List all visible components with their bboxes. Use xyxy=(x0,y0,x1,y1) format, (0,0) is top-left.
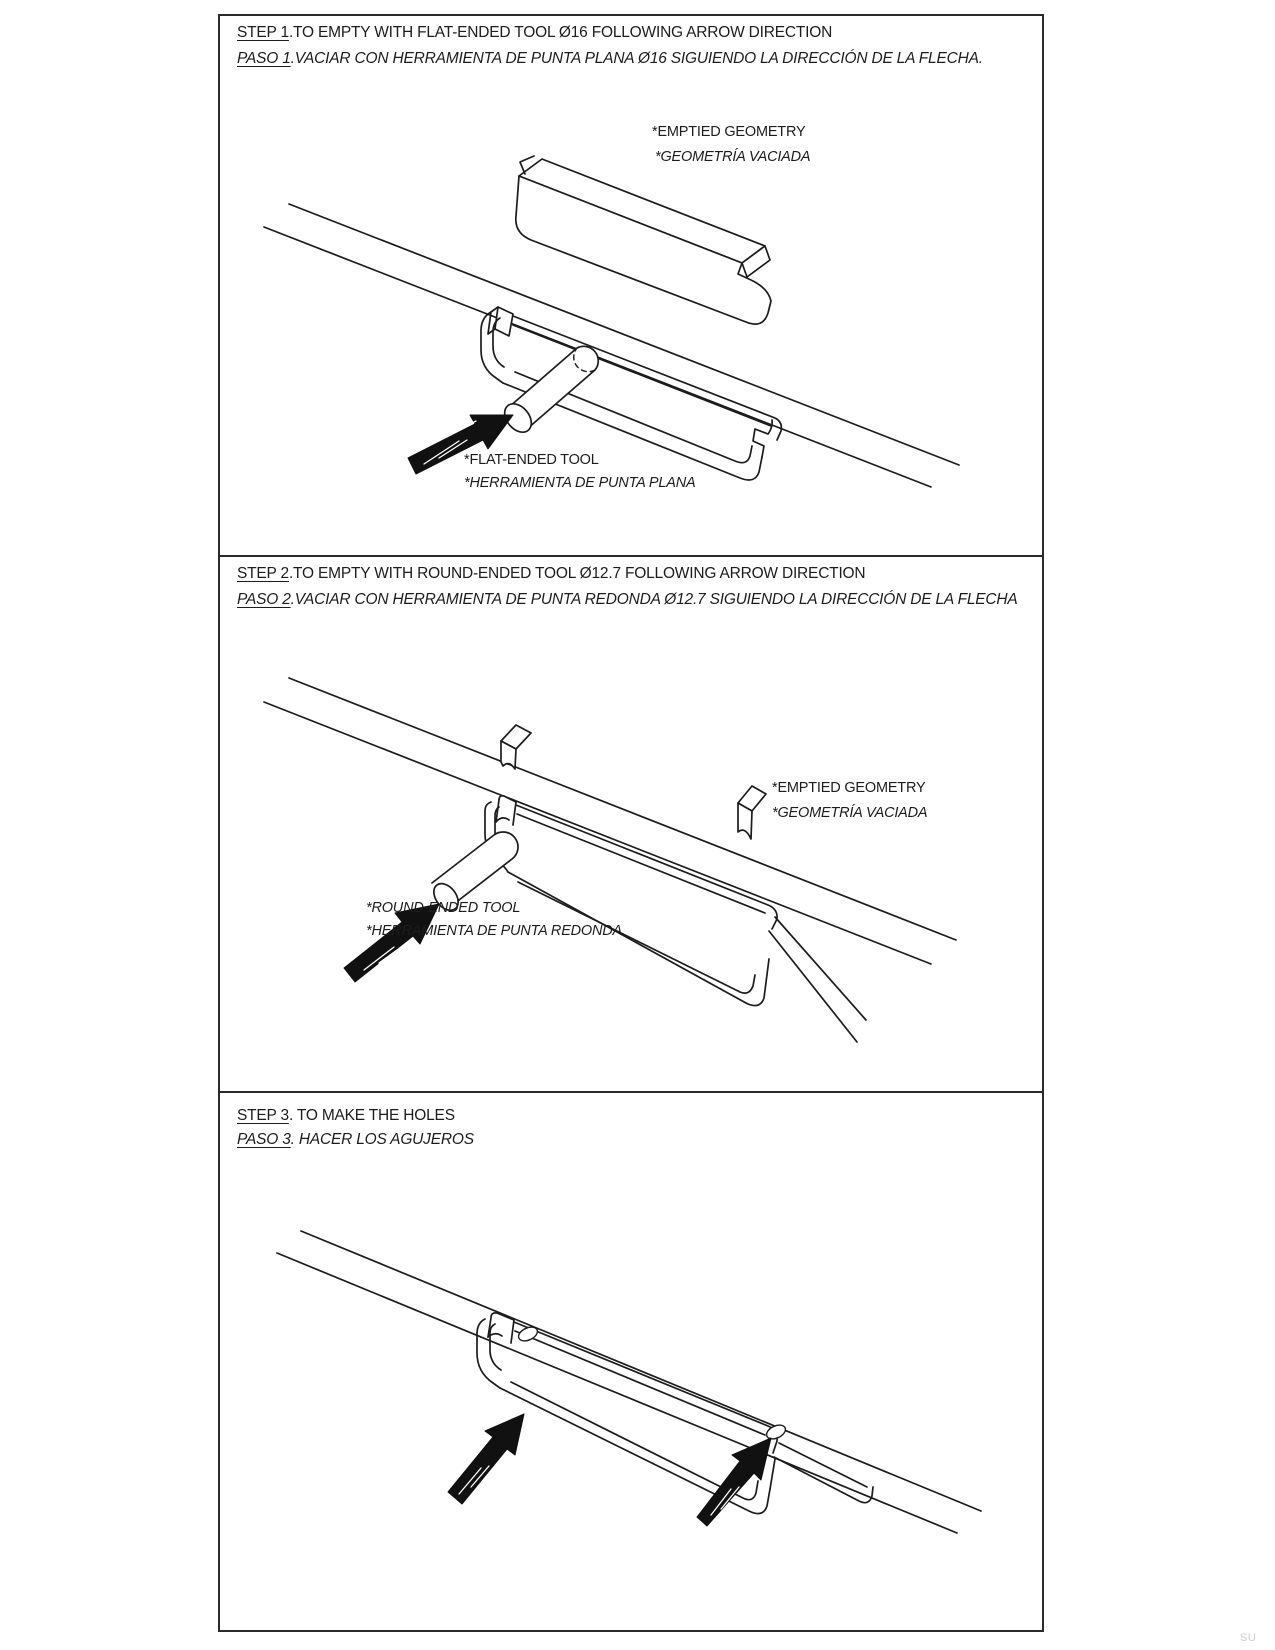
step2-geometry-label-es: *GEOMETRÍA VACIADA xyxy=(772,805,928,821)
step1-tool-label-en: *FLAT-ENDED TOOL xyxy=(464,452,599,468)
step3-label-es: PASO 3 xyxy=(237,1131,291,1148)
step1-text-es: .VACIAR CON HERRAMIENTA DE PUNTA PLANA Ø16 SIGUIENDO LA DIRECCIÓN DE LA FLECHA. xyxy=(290,50,983,67)
step1-label-es: PASO 1 xyxy=(237,50,291,67)
chip-fragment-right xyxy=(738,786,766,839)
step2-text-es: .VACIAR CON HERRAMIENTA DE PUNTA REDONDA Ø12.7 SIGUIENDO LA DIRECCIÓN DE LA FLECHA xyxy=(290,591,1018,608)
step1-text-en: .TO EMPTY WITH FLAT-ENDED TOOL Ø16 FOLLOWING ARROW DIRECTION xyxy=(288,24,833,41)
watermark: SU xyxy=(1240,1632,1257,1644)
step1-label-en: STEP 1 xyxy=(237,24,289,41)
step2-illustration xyxy=(219,555,1039,1091)
step3-illustration xyxy=(219,1091,1039,1628)
step3-text-en: . TO MAKE THE HOLES xyxy=(288,1107,455,1124)
step2-label-en: STEP 2 xyxy=(237,565,289,582)
flat-ended-tool-cylinder xyxy=(499,346,598,437)
step3-label-en: STEP 3 xyxy=(237,1107,289,1124)
chip-fragment-top xyxy=(501,725,531,769)
step2-text-en: .TO EMPTY WITH ROUND-ENDED TOOL Ø12.7 FOLLOWING ARROW DIRECTION xyxy=(288,565,866,582)
step2-label-es: PASO 2 xyxy=(237,591,291,608)
step3-text-es: . HACER LOS AGUJEROS xyxy=(290,1131,474,1148)
step2-tool-label-en: *ROUND-ENDED TOOL xyxy=(366,900,521,916)
cut-channel xyxy=(485,796,866,1042)
step1-illustration xyxy=(219,16,1039,553)
step1-tool-label-es: *HERRAMIENTA DE PUNTA PLANA xyxy=(464,475,696,491)
step2-geometry-label-en: *EMPTIED GEOMETRY xyxy=(772,780,926,796)
direction-arrow-left xyxy=(448,1414,524,1504)
cut-channel xyxy=(477,1313,873,1514)
board-edge-lines xyxy=(277,1231,981,1533)
step1-geometry-label-es: *GEOMETRÍA VACIADA xyxy=(655,149,811,165)
step2-tool-label-es: *HERRAMIENTA DE PUNTA REDONDA xyxy=(366,923,623,939)
step1-geometry-label-en: *EMPTIED GEOMETRY xyxy=(652,124,806,140)
emptied-geometry-bar xyxy=(516,156,771,324)
